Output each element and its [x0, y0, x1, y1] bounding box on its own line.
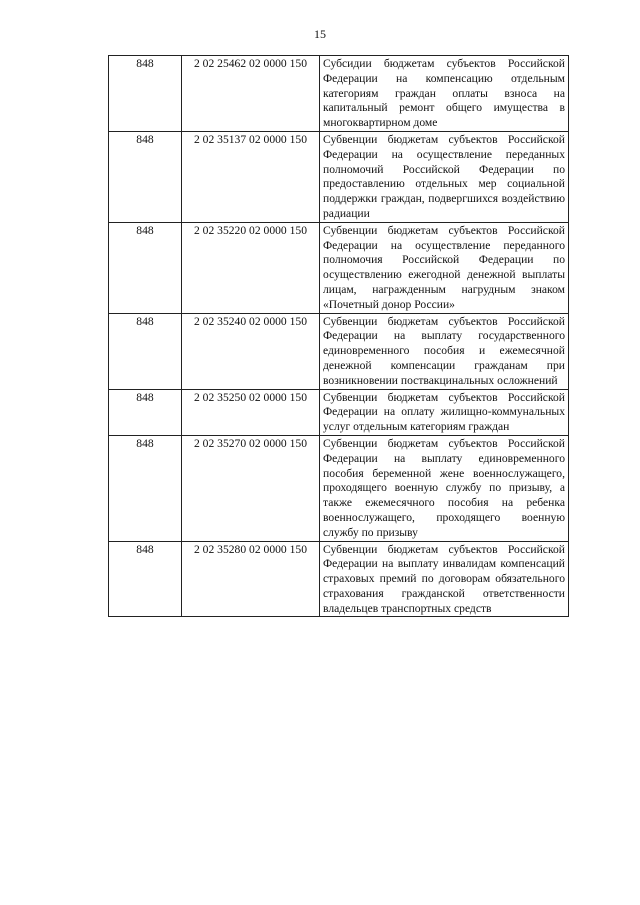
administrator-code-cell: 848 — [109, 313, 182, 389]
table-row — [109, 313, 569, 389]
budget-classification-code-cell: 2 02 35280 02 0000 150 — [182, 541, 320, 617]
administrator-code-cell: 848 — [109, 541, 182, 617]
table-row — [109, 389, 569, 435]
revenue-name-cell: Субвенции бюджетам субъектов Российской Федерации на осуществление переданного полномочия Российской Федерации по осуществлению ежегодной денежной выплаты лицам, награжденным нагрудным знаком «Почетный донор России» — [320, 222, 569, 313]
administrator-code-cell: 848 — [109, 56, 182, 132]
table-row — [109, 541, 569, 617]
table-row — [109, 131, 569, 222]
page-number: 15 — [314, 27, 326, 41]
revenue-name-cell: Субвенции бюджетам субъектов Российской Федерации на выплату единовременного пособия беременной жене военнослужащего, проходящего военную службу по призыву, а также ежемесячного пособия на ребенка военнослужащего, проходящего военную службу по призыву — [320, 435, 569, 541]
administrator-code-cell: 848 — [109, 389, 182, 435]
table-row — [109, 56, 569, 132]
revenue-name-cell: Субвенции бюджетам субъектов Российской Федерации на выплату инвалидам компенсаций страховых премий по договорам обязательного страхования гражданской ответственности владельцев транспортных средств — [320, 541, 569, 617]
budget-classification-code-cell: 2 02 35220 02 0000 150 — [182, 222, 320, 313]
revenue-name-cell: Субвенции бюджетам субъектов Российской Федерации на осуществление переданных полномочий Российской Федерации по предоставлению отдельных мер социальной поддержки граждан, подвергшихся воздействию радиации — [320, 131, 569, 222]
administrator-code-cell: 848 — [109, 131, 182, 222]
revenue-name-cell: Субвенции бюджетам субъектов Российской Федерации на выплату государственного единовременного пособия и ежемесячной денежной компенсации гражданам при возникновении поствакцинальных осложнений — [320, 313, 569, 389]
administrator-code-cell: 848 — [109, 435, 182, 541]
budget-classification-code-cell: 2 02 35250 02 0000 150 — [182, 389, 320, 435]
budget-classification-code-cell: 2 02 35240 02 0000 150 — [182, 313, 320, 389]
budget-classification-code-cell: 2 02 25462 02 0000 150 — [182, 56, 320, 132]
budget-classification-code-cell: 2 02 35270 02 0000 150 — [182, 435, 320, 541]
revenue-name-cell: Субвенции бюджетам субъектов Российской Федерации на оплату жилищно-коммунальных услуг отдельным категориям граждан — [320, 389, 569, 435]
table-row — [109, 435, 569, 541]
budget-classification-code-cell: 2 02 35137 02 0000 150 — [182, 131, 320, 222]
budget-revenue-table — [108, 55, 569, 617]
administrator-code-cell: 848 — [109, 222, 182, 313]
revenue-name-cell: Субсидии бюджетам субъектов Российской Федерации на компенсацию отдельным категориям граждан оплаты взноса на капитальный ремонт общего имущества в многоквартирном доме — [320, 56, 569, 132]
table-row — [109, 222, 569, 313]
